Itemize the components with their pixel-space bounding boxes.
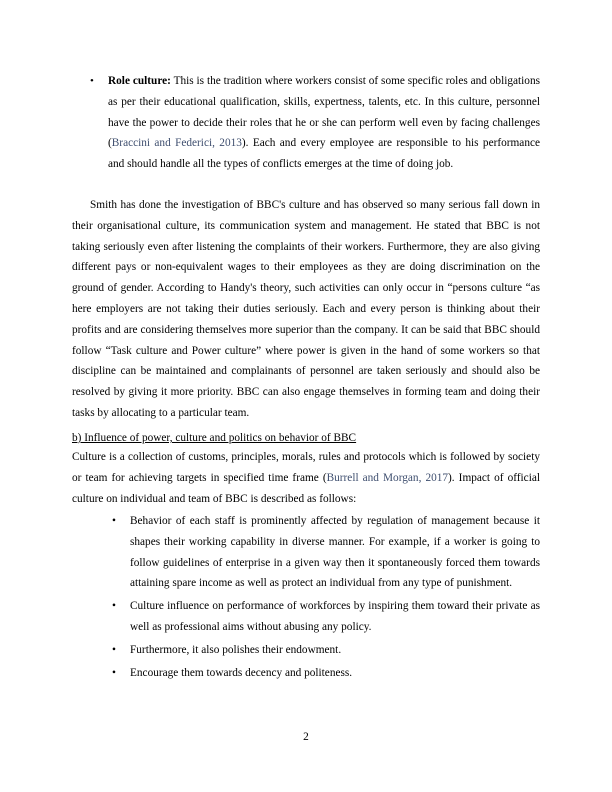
culture-text-a: Culture is a collection of customs, principles, morals, rules and protocols which is followed by society or team for achieving targets in specified time frame ( xyxy=(72,451,540,484)
bullet-marker: • xyxy=(112,666,116,679)
list-item-text: Encourage them towards decency and politeness. xyxy=(130,666,353,679)
role-culture-body-a: This is the tradition where workers consist of some specific roles and obligations as per their educational qualification, skills, expertness, talents, etc. In this culture, personnel have the power to decide their roles that he or she can perform well even by facing challenges ( xyxy=(108,75,540,150)
citation-burrell: Burrell and Morgan, 2017 xyxy=(326,472,449,484)
page-number: 2 xyxy=(303,731,309,743)
role-culture-bullet xyxy=(90,71,540,175)
list-item xyxy=(108,511,540,594)
role-culture-body-b: ). Each and every employee are responsible to his performance and should handle all the types of conflicts emerges at the time of doing job. xyxy=(108,137,540,171)
citation-braccini: Braccini and Federici, 2013 xyxy=(111,137,242,150)
list-item xyxy=(108,640,540,661)
impact-bullet-list xyxy=(108,511,540,685)
bullet-marker: • xyxy=(112,600,116,613)
bullet-marker: • xyxy=(90,75,94,87)
paragraph-smith-investigation: Smith has done the investigation of BBC's culture and has observed so many serious fall down in their organisational culture, its communication system and management. He stated that BBC is not taking seriously even after listening the complaints of their workers. Furthermore, they are also giving different pays or non-equivalent wages to their employees as they are doing discrimination on the ground of gender. According to Handy's theory, such activities can only occur in “persons culture “as here employers are not taking their duties seriously. Each and every person is thinking about their profits and are considering themselves more superior than the company. It can be said that BBC should follow “Task culture and Power culture” where power is given in the hand of some workers so that discipline can be maintained and complainants of personnel are taken seriously and should also be resolved by giving it more priority. BBC can also engage themselves in forming team and doing their tasks by allocating to a particular team. xyxy=(72,199,540,419)
paragraph-culture-definition xyxy=(72,447,540,510)
list-item xyxy=(108,596,540,638)
list-item-text: Behavior of each staff is prominently affected by regulation of management because it shapes their working capability in diverse manner. For example, if a worker is going to follow guidelines of enterprise in a given way then it spontaneously forced them towards attaining spare income as well as protect an individual from any type of punishment. xyxy=(130,515,540,590)
section-heading: b) Influence of power, culture and politics on behavior of BBC xyxy=(72,432,357,444)
bullet-marker: • xyxy=(112,515,116,527)
role-culture-lead: Role culture: xyxy=(108,75,171,87)
list-item-text: Culture influence on performance of workforces by inspiring them toward their private as well as professional aims without abusing any policy. xyxy=(130,600,540,633)
role-culture-text xyxy=(108,71,540,175)
bullet-marker: • xyxy=(112,643,116,656)
list-item xyxy=(108,663,540,684)
culture-text-b: ). Impact of official culture on individual and team of BBC is described as follows: xyxy=(72,472,540,505)
list-item-text: Furthermore, it also polishes their endowment. xyxy=(130,643,342,656)
